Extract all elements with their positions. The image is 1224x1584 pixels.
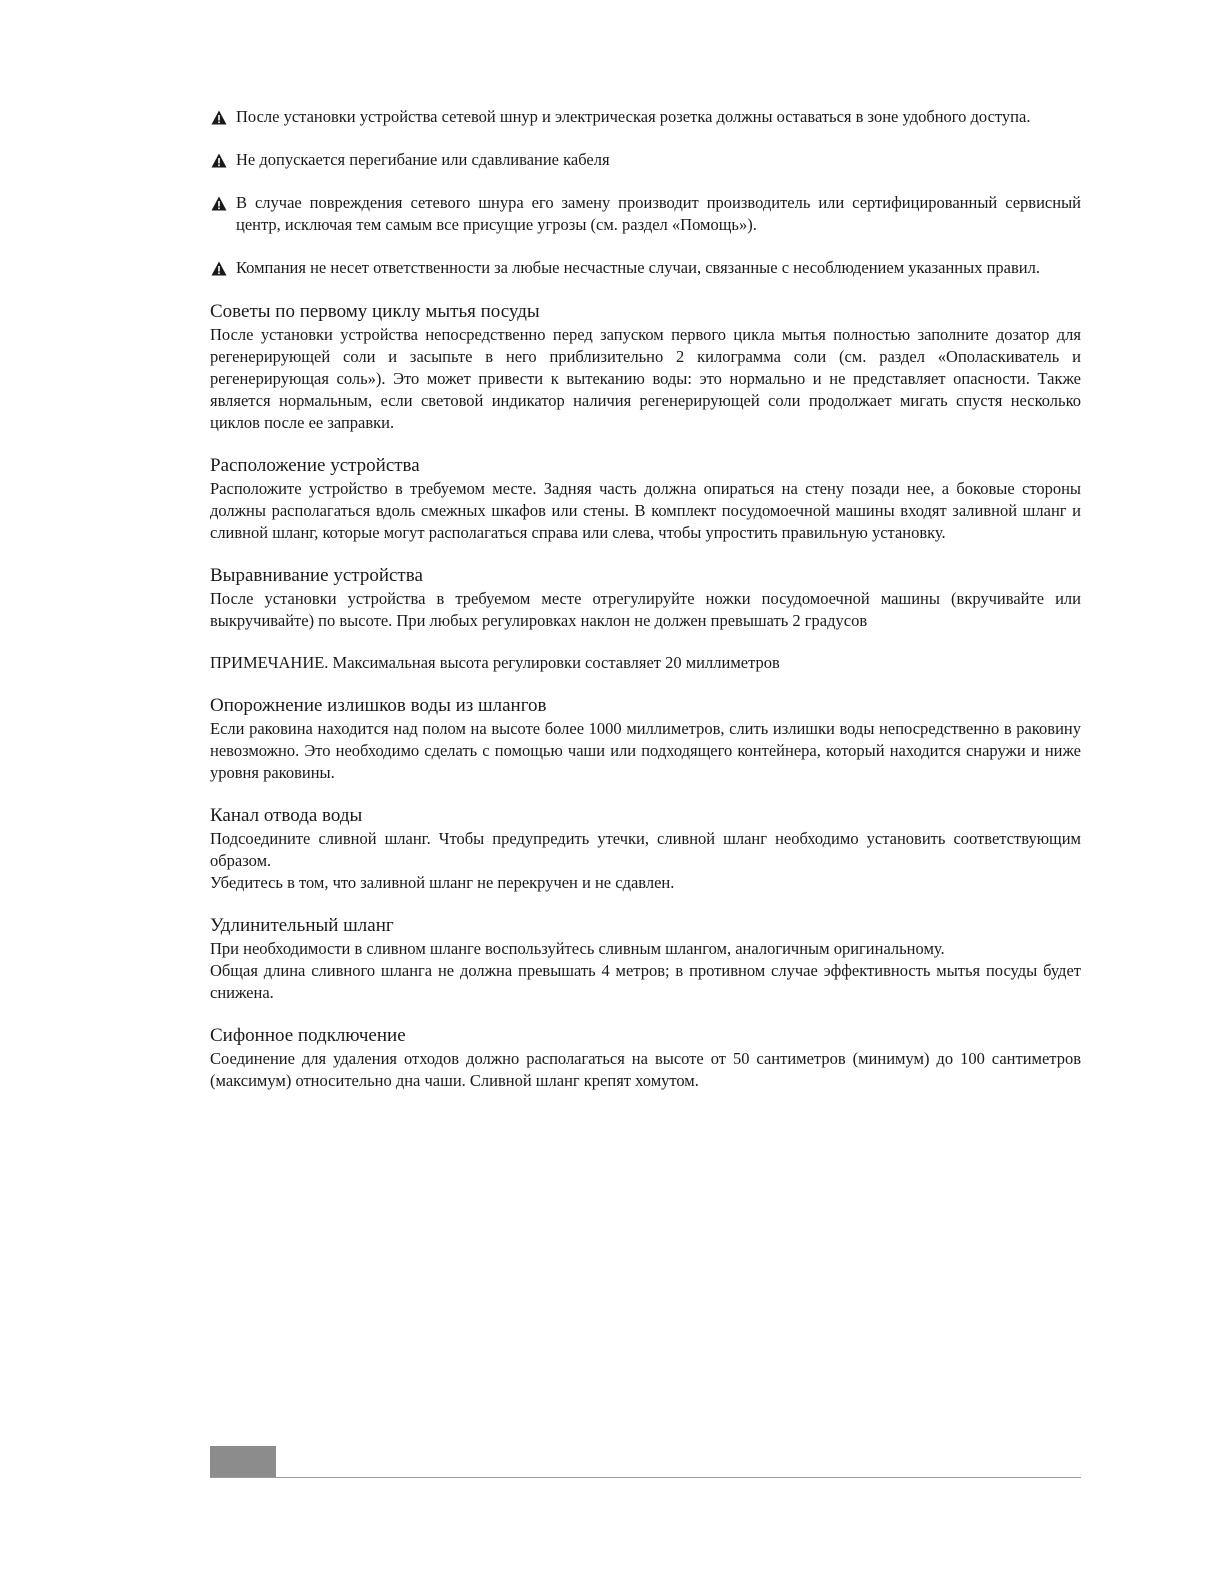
section-heading: Выравнивание устройства [210, 565, 423, 586]
section-placement [210, 454, 1081, 544]
warning-text: Не допускается перегибание или сдавливание кабеля [236, 150, 610, 169]
warning-triangle-icon [211, 153, 227, 168]
section-paragraph: Подсоедините сливной шланг. Чтобы предупредить утечки, сливной шланг необходимо установить соответствующим образом. [210, 829, 1081, 870]
warning-triangle-icon [211, 196, 227, 211]
section-paragraph: Общая длина сливного шланга не должна превышать 4 метров; в противном случае эффективность мытья посуды будет снижена. [210, 961, 1081, 1002]
section-siphon-connection [210, 1024, 1081, 1092]
warning-item [210, 149, 1081, 171]
section-drain-channel [210, 804, 1081, 894]
warning-triangle-icon [211, 110, 227, 125]
section-heading: Удлинительный шланг [210, 915, 394, 936]
warning-item [210, 257, 1081, 279]
section-paragraph: Если раковина находится над полом на высоте более 1000 миллиметров, слить излишки воды непосредственно в раковину невозможно. Это необходимо сделать с помощью чаши или подходящего контейнера, который находится снаружи и ниже уровня раковины. [210, 719, 1081, 782]
page-footer-rule [210, 1477, 1081, 1478]
section-paragraph: После установки устройства непосредственно перед запуском первого цикла мытья полностью заполните дозатор для регенерирующей соли и засыпьте в него приблизительно 2 килограмма соли (см. раздел «Ополаскиватель и регенерирующая соль»). Это может привести к вытеканию воды: это нормально и не представляет опасности. Также является нормальным, если световой индикатор наличия регенерирующей соли продолжает мигать спустя несколько циклов после ее заправки. [210, 325, 1081, 432]
page-footer-tab [210, 1446, 276, 1478]
note-text: ПРИМЕЧАНИЕ. Максимальная высота регулировки составляет 20 миллиметров [210, 653, 780, 672]
warning-text: После установки устройства сетевой шнур и электрическая розетка должны оставаться в зоне удобного доступа. [236, 107, 1031, 126]
section-heading: Канал отвода воды [210, 805, 363, 826]
warning-item [210, 106, 1081, 128]
section-paragraph: После установки устройства в требуемом месте отрегулируйте ножки посудомоечной машины (вкручивайте или выкручивайте) по высоте. При любых регулировках наклон не должен превышать 2 градусов [210, 589, 1081, 630]
section-heading: Расположение устройства [210, 455, 420, 476]
section-paragraph: Расположите устройство в требуемом месте. Задняя часть должна опираться на стену позади нее, а боковые стороны должны располагаться вдоль смежных шкафов или стены. В комплект посудомоечной машины входят заливной шланг и сливной шланг, которые могут располагаться справа или слева, чтобы упростить правильную установку. [210, 479, 1081, 542]
section-extension-hose [210, 914, 1081, 1004]
section-leveling [210, 564, 1081, 632]
warning-item [210, 192, 1081, 236]
section-paragraph: При необходимости в сливном шланге воспользуйтесь сливным шлангом, аналогичным оригинальному. [210, 939, 945, 958]
section-paragraph: Соединение для удаления отходов должно располагаться на высоте от 50 сантиметров (минимум) до 100 сантиметров (максимум) относительно дна чаши. Сливной шланг крепят хомутом. [210, 1049, 1081, 1090]
section-first-cycle [210, 300, 1081, 434]
section-draining-hoses [210, 694, 1081, 784]
section-heading: Советы по первому циклу мытья посуды [210, 301, 540, 322]
section-heading: Опорожнение излишков воды из шлангов [210, 695, 547, 716]
warning-triangle-icon [211, 261, 227, 276]
warnings-list [210, 106, 1081, 279]
section-heading: Сифонное подключение [210, 1025, 406, 1046]
warning-text: В случае повреждения сетевого шнура его замену производит производитель или сертифицированный сервисный центр, исключая тем самым все присущие угрозы (см. раздел «Помощь»). [236, 193, 1081, 234]
section-paragraph: Убедитесь в том, что заливной шланг не перекручен и не сдавлен. [210, 873, 675, 892]
document-page [210, 106, 1081, 1092]
warning-text: Компания не несет ответственности за любые несчастные случаи, связанные с несоблюдением указанных правил. [236, 258, 1040, 277]
